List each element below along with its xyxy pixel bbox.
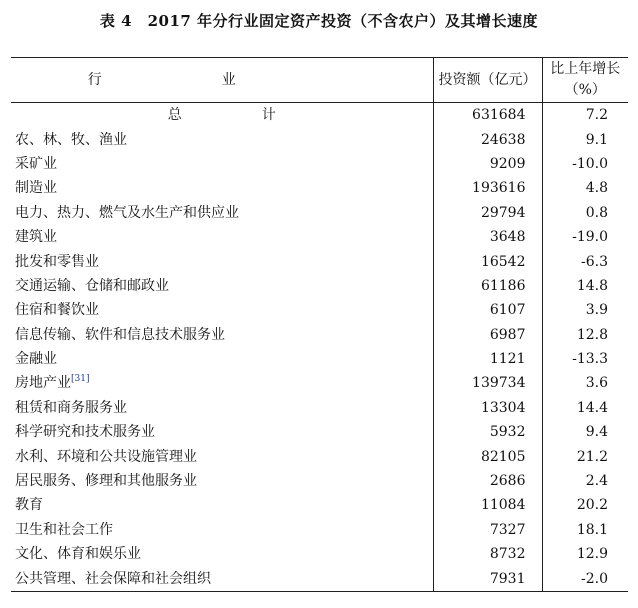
table-header-row [11, 58, 628, 103]
industry-cell: 制造业 [15, 180, 57, 197]
table-body [11, 103, 628, 592]
header-investment: 投资额（亿元） [433, 58, 542, 103]
investment-table [11, 57, 628, 592]
growth-cell: 3.6 [542, 371, 628, 395]
investment-cell: 11084 [433, 493, 542, 517]
table-row [11, 249, 628, 273]
growth-cell: 14.4 [542, 396, 628, 420]
industry-cell: 农、林、牧、渔业 [15, 131, 127, 148]
growth-cell: 2.4 [542, 469, 628, 493]
growth-cell: 14.8 [542, 274, 628, 298]
growth-cell: 4.8 [542, 176, 628, 200]
investment-cell: 9209 [433, 152, 542, 176]
industry-cell: 信息传输、软件和信息技术服务业 [15, 326, 225, 343]
investment-cell: 16542 [433, 249, 542, 273]
industry-cell: 电力、热力、燃气及水生产和供应业 [15, 204, 239, 221]
industry-cell: 教育 [15, 497, 43, 514]
industry-cell: 居民服务、修理和其他服务业 [15, 473, 197, 490]
investment-cell: 139734 [433, 371, 542, 395]
growth-cell: 9.1 [542, 127, 628, 151]
table-row [11, 566, 628, 591]
table-row [11, 298, 628, 322]
growth-cell: 0.8 [542, 201, 628, 225]
table-row [11, 347, 628, 371]
investment-cell: 8732 [433, 542, 542, 566]
header-industry: 行业 [11, 58, 433, 103]
table-row [11, 152, 628, 176]
investment-cell: 29794 [433, 201, 542, 225]
growth-cell: 21.2 [542, 444, 628, 468]
growth-cell: 3.9 [542, 298, 628, 322]
investment-cell: 13304 [433, 396, 542, 420]
industry-cell: 建筑业 [15, 229, 57, 246]
growth-cell: 7.2 [542, 103, 628, 128]
investment-cell: 2686 [433, 469, 542, 493]
investment-cell: 193616 [433, 176, 542, 200]
table-row [11, 201, 628, 225]
footnote-reference-link[interactable]: [31] [71, 374, 90, 385]
industry-cell: 批发和零售业 [15, 253, 99, 270]
table-row [11, 542, 628, 566]
industry-cell: 金融业 [15, 351, 57, 368]
industry-cell: 公共管理、社会保障和社会组织 [11, 566, 433, 591]
growth-cell: 12.8 [542, 323, 628, 347]
header-growth: 比上年增长（%） [542, 58, 628, 103]
growth-cell: -2.0 [542, 566, 628, 591]
table-row [11, 225, 628, 249]
table-title: 表 4 2017 年分行业固定资产投资（不含农户）及其增长速度 [99, 12, 539, 30]
growth-cell: 18.1 [542, 518, 628, 542]
investment-cell: 82105 [433, 444, 542, 468]
investment-cell: 7327 [433, 518, 542, 542]
industry-cell: 租赁和商务服务业 [15, 399, 127, 416]
table-row [11, 371, 628, 395]
industry-cell [11, 371, 433, 395]
growth-cell: -13.3 [542, 347, 628, 371]
industry-label: 房地产业 [15, 375, 71, 392]
table-row [11, 274, 628, 298]
investment-cell: 3648 [433, 225, 542, 249]
industry-cell: 水利、环境和公共设施管理业 [15, 448, 197, 465]
growth-cell: -6.3 [542, 249, 628, 273]
investment-cell: 6107 [433, 298, 542, 322]
growth-cell: 12.9 [542, 542, 628, 566]
table-row [11, 493, 628, 517]
investment-cell: 7931 [433, 566, 542, 591]
industry-cell: 科学研究和技术服务业 [15, 424, 155, 441]
industry-cell: 总计 [167, 107, 356, 124]
table-row [11, 518, 628, 542]
table-row [11, 396, 628, 420]
investment-cell: 631684 [433, 103, 542, 128]
investment-cell: 1121 [433, 347, 542, 371]
table-row-total [11, 103, 628, 128]
table-row [11, 127, 628, 151]
growth-cell: -10.0 [542, 152, 628, 176]
table-row [11, 420, 628, 444]
investment-cell: 6987 [433, 323, 542, 347]
industry-cell: 文化、体育和娱乐业 [15, 546, 141, 563]
industry-cell: 卫生和社会工作 [15, 521, 113, 538]
growth-cell: 9.4 [542, 420, 628, 444]
investment-cell: 5932 [433, 420, 542, 444]
growth-cell: 20.2 [542, 493, 628, 517]
industry-cell: 住宿和餐饮业 [15, 302, 99, 319]
table-row [11, 323, 628, 347]
investment-cell: 61186 [433, 274, 542, 298]
growth-cell: -19.0 [542, 225, 628, 249]
industry-cell: 采矿业 [15, 155, 57, 172]
table-row [11, 444, 628, 468]
table-row [11, 469, 628, 493]
table-row [11, 176, 628, 200]
industry-cell: 交通运输、仓储和邮政业 [15, 277, 169, 294]
investment-cell: 24638 [433, 127, 542, 151]
